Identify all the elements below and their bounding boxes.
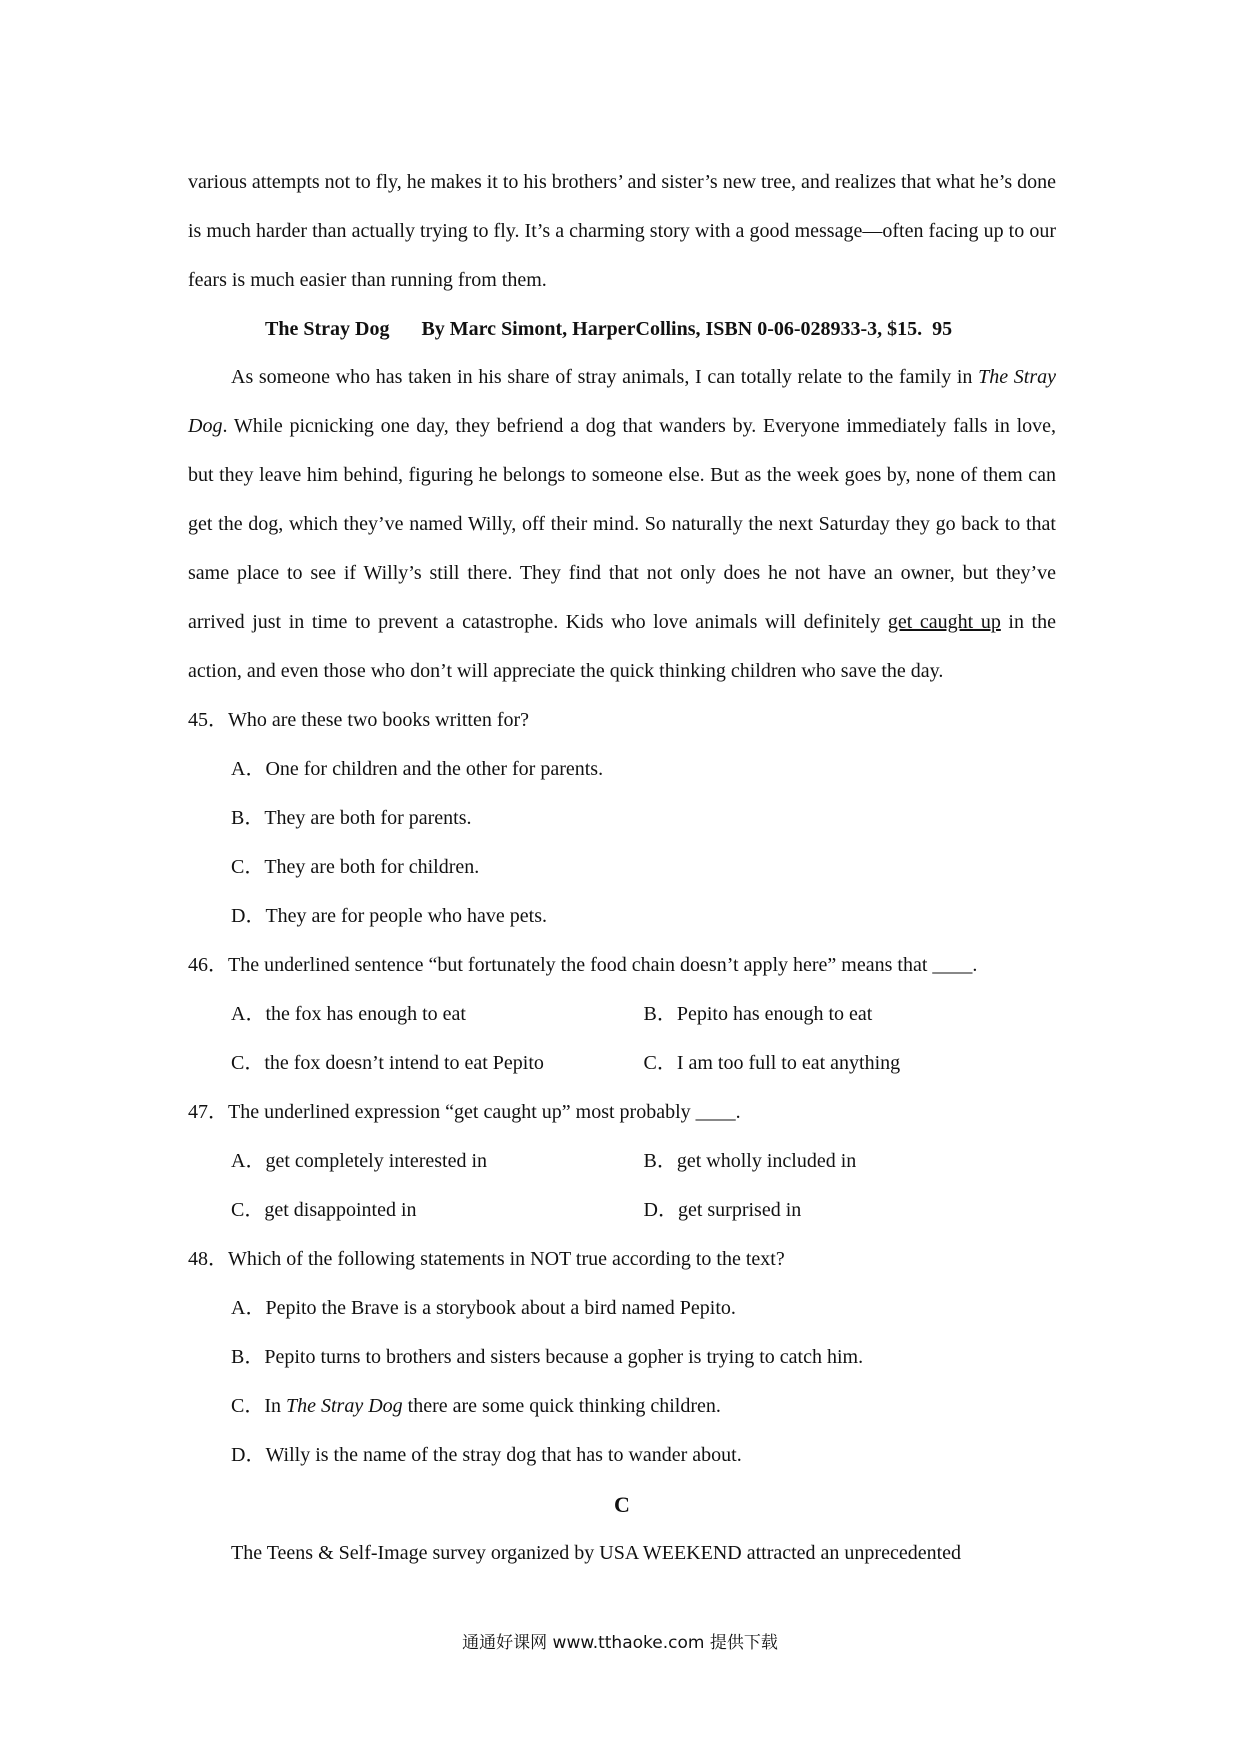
section-heading: C (614, 1492, 630, 1517)
review-text-3: in the action, and even those who don’t will appreciate the quick thinking children who save the day. (188, 611, 1056, 682)
review-text-2: . While picnicking one day, they befriend a dog that wanders by. Everyone immediately falls in love, but they leave him behind, figuring he belongs to someone else. But as the week goes by, none of them can get the dog, which they’ve named Willy, off their mind. So naturally the next Saturday they go back to that same place to see if Willy’s still there. They find that not only does he not have an owner, but they’ve arrived just in time to prevent a catastrophe. Kids who love animals will definitely (188, 415, 1056, 633)
book-title: The Stray Dog (265, 318, 390, 340)
q46-options-row-2 (188, 1039, 1056, 1088)
book-details: By Marc Simont, HarperCollins, ISBN 0-06-028933-3, $15. 95 (421, 318, 953, 340)
q46-option-c: C．the fox doesn’t intend to eat Pepito (231, 1052, 544, 1074)
q45-option-c: C．They are both for children. (231, 856, 480, 878)
review-paragraph (188, 353, 1056, 696)
q46-option-b: B．Pepito has enough to eat (643, 1003, 873, 1025)
q47-option-b: B．get wholly included in (643, 1150, 857, 1172)
q46-options-row-1 (188, 990, 1056, 1039)
page-footer: 通通好课网 www.tthaoke.com 提供下载 (462, 1633, 778, 1653)
q47-options-row-2 (188, 1186, 1056, 1235)
q47-option-a: A．get completely interested in (231, 1150, 488, 1172)
q48-option-c-prefix: C．In (231, 1395, 286, 1417)
question-48: 48．Which of the following statements in NOT true according to the text? (188, 1248, 785, 1270)
q48-option-c-title: The Stray Dog (286, 1395, 403, 1417)
q48-option-d: D．Willy is the name of the stray dog that has to wander about. (231, 1444, 742, 1466)
q48-option-c (188, 1382, 1056, 1431)
question-45: 45．Who are these two books written for? (188, 709, 530, 731)
question-46: 46．The underlined sentence “but fortunately the food chain doesn’t apply here” means that ____. (188, 954, 978, 976)
review-text-1: As someone who has taken in his share of stray animals, I can totally relate to the family in (231, 366, 979, 388)
intro-paragraph: various attempts not to fly, he makes it to his brothers’ and sister’s new tree, and realizes that what he’s done is much harder than actually trying to fly. It’s a charming story with a good message—often facing up to our fears is much easier than running from them. (188, 171, 1056, 291)
review-book-title: The Stray Dog (188, 366, 1057, 437)
q45-option-d: D．They are for people who have pets. (231, 905, 547, 927)
q47-options-row-1 (188, 1137, 1056, 1186)
q48-option-c-suffix: there are some quick thinking children. (402, 1395, 721, 1417)
q48-option-b: B．Pepito turns to brothers and sisters because a gopher is trying to catch him. (231, 1346, 864, 1368)
book-heading (188, 305, 1056, 353)
q48-option-a: A．Pepito the Brave is a storybook about a bird named Pepito. (231, 1297, 736, 1319)
q47-option-d: D．get surprised in (643, 1199, 802, 1221)
q46-option-d: C．I am too full to eat anything (643, 1052, 901, 1074)
underlined-expression: get caught up (887, 611, 1001, 633)
q46-option-a: A．the fox has enough to eat (231, 1003, 466, 1025)
q47-option-c: C．get disappointed in (231, 1199, 417, 1221)
page-content (188, 158, 1056, 1578)
q45-option-b: B．They are both for parents. (231, 807, 472, 829)
section-c-opening: The Teens & Self-Image survey organized by USA WEEKEND attracted an unprecedented (231, 1542, 962, 1564)
question-47: 47．The underlined expression “get caught up” most probably ____. (188, 1101, 741, 1123)
q45-option-a: A．One for children and the other for parents. (231, 758, 604, 780)
